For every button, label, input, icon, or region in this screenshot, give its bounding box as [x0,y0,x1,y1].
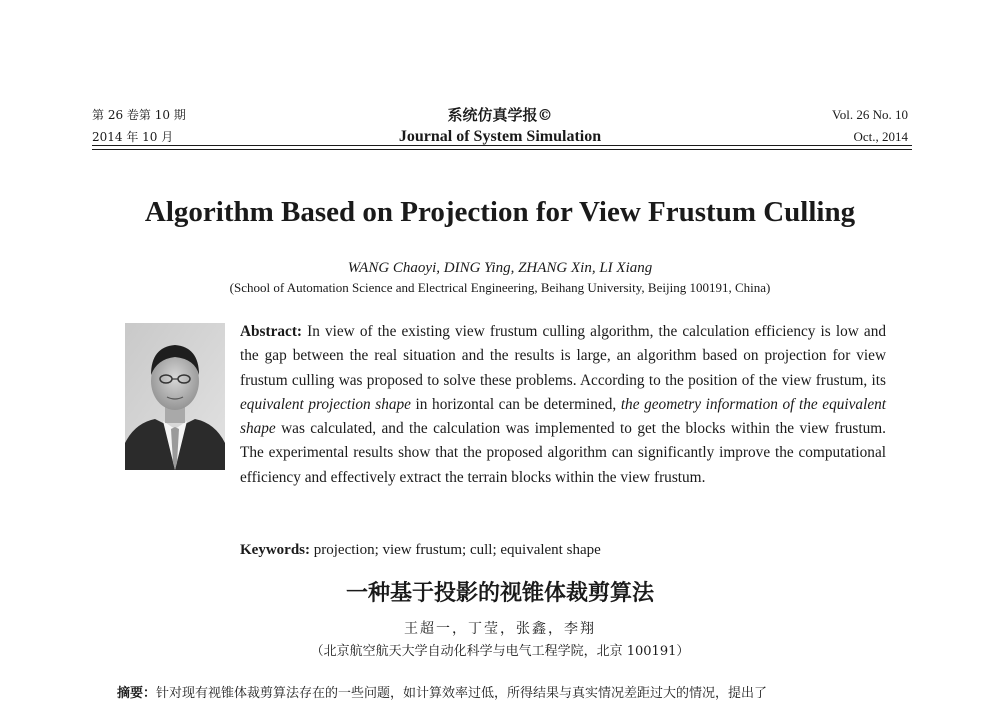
date-en: Oct., 2014 [853,129,908,144]
journal-name-cn: 系统仿真学报© [447,106,553,124]
abstract-text-3: was calculated, and the calculation was implemented to get the blocks within the view frustum. The experimental results show that the proposed algorithm can significantly improve the computational efficiency and effectively extract the terrain blocks within the view frustum. [240,420,886,486]
author-photo [125,323,225,470]
keywords-text: projection; view frustum; cull; equivalent shape [310,542,601,558]
volume-issue-en: Vol. 26 No. 10 [832,107,908,122]
author-list-cn: 王超一，丁莹，张鑫，李翔 [404,621,596,637]
keywords-en [240,539,886,561]
abstract-label-cn: 摘要： [117,686,157,701]
header-rule-thin [92,149,912,150]
header-rule-thick [92,145,912,146]
keywords-label: Keywords: [240,542,310,558]
journal-name-en: Journal of System Simulation [398,128,602,145]
abstract-italic-1: equivalent projection shape [240,395,411,413]
abstract-label: Abstract: [240,323,303,340]
abstract-text-2: in horizontal can be determined, [410,395,621,413]
author-list: WANG Chaoyi, DING Ying, ZHANG Xin, LI Xiang [347,260,653,276]
abstract-text-1: In view of the existing view frustum culling algorithm, the calculation efficiency is low and the gap between the real situation and the results is large, an algorithm based on projection for view frustum culling was proposed to solve these problems. According to the position of the view frustum, its [240,323,886,389]
paper-title-cn: 一种基于投影的视锥体裁剪算法 [345,580,654,606]
affiliation-cn: （北京航空航天大学自动化科学与电气工程学院，北京 100191） [310,644,690,659]
journal-issue-en [832,104,908,148]
paper-title: Algorithm Based on Projection for View Frustum Culling [144,196,856,228]
abstract-text-cn: 针对现有视锥体裁剪算法存在的一些问题，如计算效率过低，所得结果与真实情况差距过大的情况，提出了 [156,686,768,701]
abstract-cn [117,684,897,704]
abstract-italic-2: the geometry information of the equivalent shape [240,395,887,438]
volume-issue-cn: 第 26 卷第 10 期 [92,108,186,122]
affiliation: (School of Automation Science and Electrical Engineering, Beihang University, Beijing 100191, China) [229,280,771,295]
abstract-en [240,320,886,490]
date-cn: 2014 年 10 月 [92,130,174,144]
